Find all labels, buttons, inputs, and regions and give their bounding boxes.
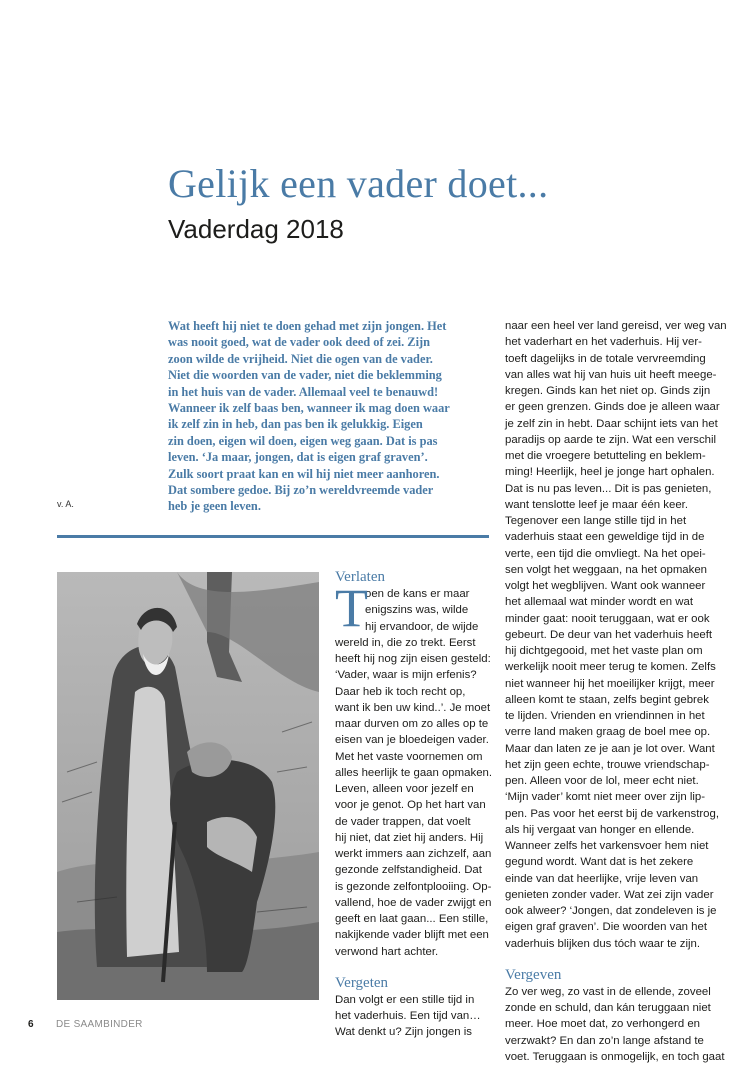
body-line: werkt immers aan zichzelf, aan: [335, 848, 492, 860]
body-line: de vader trappen, dat voelt: [335, 815, 471, 828]
intro-line: zoon wilde de vrijheid. Niet die ogen van de vader.: [168, 351, 433, 366]
body-line: verzwakt? En dan zo’n lange afstand te: [505, 1034, 704, 1047]
intro-line: Dat sombere gedoe. Bij zo’n wereldvreemde vader: [168, 483, 434, 498]
body-line: het vaderhuis. Een tijd van…: [335, 1010, 481, 1022]
heading-verlaten: Verlaten: [335, 569, 385, 585]
intro-paragraph: [168, 318, 490, 515]
body-line: nakijkende vader blijft met een: [335, 929, 489, 942]
article-subtitle: Vaderdag 2018: [168, 214, 344, 244]
body-line: er geen grenzen. Ginds doe je alleen waar: [505, 401, 720, 414]
intro-line: was nooit goed, wat de vader ook deed of zei. Zijn: [168, 335, 431, 350]
section-divider: [57, 535, 489, 538]
body-line: vaderhuis blijken dus tóch waar te zijn.: [505, 937, 701, 950]
body-line: want ik ben uw kind..’. Je moet: [335, 701, 491, 714]
body-line: voor je genot. Op het hart van: [335, 799, 486, 812]
body-line: het vaderhart en het vaderhuis. Hij ver-: [505, 336, 702, 349]
body-line: ‘Mijn vader’ komt niet meer over zijn lip-: [505, 791, 706, 804]
body-line: ‘Vader, waar is mijn erfenis?: [335, 669, 477, 682]
body-line: Met het vaste voornemen om: [335, 750, 483, 763]
body-line: naar een heel ver land gereisd, ver weg van: [505, 320, 727, 332]
body-line: Daar heb ik toch recht op,: [335, 685, 466, 698]
body-line: genieten zonder vader. Wat zei zijn vader: [505, 888, 714, 901]
body-line: Tegenover een lange stille tijd in het: [505, 515, 687, 527]
body-line: hij ervandoor, de wijde: [365, 620, 479, 633]
body-line: Wanneer zelfs het varkensvoer hem niet: [505, 840, 709, 852]
body-line: gebeurt. De deur van het vaderhuis heeft: [505, 628, 713, 641]
body-line: Wat denkt u? Zijn jongen is: [335, 1026, 472, 1039]
body-line: einde van dat heerlijke, vrije leven van: [505, 872, 699, 885]
spacer: [335, 960, 487, 974]
body-line: van alles wat hij van huis uit heeft meege-: [505, 368, 717, 381]
body-line: minder gaat: nooit teruggaan, wat er ook: [505, 612, 710, 625]
body-line: is gezonde zelfontplooiing. Op-: [335, 880, 492, 893]
body-line: zonde en schuld, dan kán teruggaan niet: [505, 1002, 711, 1014]
right-column: [505, 318, 727, 1065]
heading-vergeten: Vergeten: [335, 974, 389, 991]
body-line: enigszins was, wilde: [365, 604, 469, 617]
body-line: eisen van je bloedeigen vader.: [335, 734, 489, 747]
body-line: alleen komt te staan, zelfs begint gebrek: [505, 693, 709, 706]
body-line: wereld in, die zo trekt. Eerst: [335, 636, 476, 649]
intro-line: zin doen, eigen wil doen, eigen weg gaan. Dat is pas: [168, 433, 438, 448]
body-line: volgt het wegblijven. Want ook wanneer: [505, 580, 706, 592]
body-line: hij dichtgegooid, met het vaste plan om: [505, 645, 703, 657]
body-line: gezonde zelfstandigheid. Dat: [335, 864, 482, 877]
body-line: pen. Pas voor het eerst bij de varkenstrog,: [505, 807, 720, 820]
author-initials: v. A.: [57, 499, 74, 509]
body-line: niet wanneer hij het moeilijker krijgt, meer: [505, 677, 715, 690]
dropcap-paragraph: [335, 578, 487, 638]
body-line: want tenslotte leef je maar één keer.: [505, 498, 688, 511]
prodigal-son-illustration: [57, 572, 319, 1000]
body-line: met die vroegere betutteling en beklem-: [505, 450, 706, 462]
body-line: vallend, hoe de vader zwijgt en: [335, 896, 492, 909]
intro-line: in het huis van de vader. Allemaal veel te benauwd!: [168, 384, 439, 399]
body-line: alles heerlijk te gaan opmaken.: [335, 766, 493, 779]
body-line: verwond hart achter.: [335, 945, 439, 958]
body-line: verre land maken graag de boel mee op.: [505, 726, 711, 739]
heading-vergeven: Vergeven: [505, 966, 562, 983]
body-line: je zelf zin in hebt. Daar schijnt iets van het: [505, 417, 718, 430]
body-line: hij niet, dat ziet hij anders. Hij: [335, 831, 484, 844]
body-line: het allemaal wat minder wordt en wat: [505, 596, 694, 609]
body-line: maar durven om zo alles op te: [335, 718, 489, 730]
body-line: Maar dan laten ze je aan je lot over. Want: [505, 742, 715, 755]
spacer: [505, 952, 715, 966]
body-line: meer. Hoe moet dat, zo verhongerd en: [505, 1018, 701, 1031]
intro-line: leven. ‘Ja maar, jongen, dat is eigen graf graven’.: [168, 450, 428, 465]
intro-line: Wat heeft hij niet te doen gehad met zijn jongen. Het: [168, 319, 447, 333]
body-line: ming! Heerlijk, heel je jonge hart ophalen.: [505, 466, 715, 479]
body-line: Zo ver weg, zo vast in de ellende, zoveel: [505, 985, 711, 998]
body-line: Dan volgt er een stille tijd in: [335, 993, 475, 1006]
body-line: verte, een tijd die omvliegt. Na het opei-: [505, 547, 706, 560]
body-line: pen. Alleen voor de lol, meer echt niet.: [505, 775, 699, 787]
body-line: als hij vergaat van honger en ellende.: [505, 823, 695, 836]
body-line: geeft en laat gaan... Een stille,: [335, 913, 489, 925]
dropcap-letter: T: [335, 578, 368, 638]
body-line: eigen graf graven’. Die woorden van het: [505, 921, 707, 934]
middle-column: [335, 568, 493, 1041]
intro-line: ik zelf zin in heb, dan pas ben ik gelukkig. Eigen: [168, 417, 423, 432]
body-line: sen volgt het weggaan, na het opmaken: [505, 563, 708, 576]
body-line: paradijs op aarde te zijn. Wat een verschil: [505, 433, 717, 446]
body-line: ook alweer? ‘Jongen, dat zondeleven is je: [505, 905, 717, 917]
intro-line: Wanneer ik zelf baas ben, wanneer ik mag doen waar: [168, 401, 450, 416]
body-line: te lijden. Vrienden en vriendinnen in het: [505, 710, 705, 722]
body-line: oen de kans er maar: [365, 588, 470, 600]
body-line: kregen. Ginds kan het niet op. Ginds zijn: [505, 385, 711, 397]
magazine-name: DE SAAMBINDER: [56, 1019, 143, 1030]
body-line: voet. Teruggaan is onmogelijk, en toch gaat: [505, 1050, 725, 1063]
body-line: vaderhuis staat een geweldige tijd in de: [505, 531, 705, 544]
intro-line: Niet die woorden van de vader, niet die beklemming: [168, 368, 442, 383]
illustration-drawing: [57, 572, 319, 1000]
body-line: Leven, alleen voor jezelf en: [335, 783, 474, 795]
intro-line: Zulk soort praat kan en wil hij niet meer aanhoren.: [168, 466, 440, 481]
body-line: het zijn geen echte, trouwe vriendschap-: [505, 758, 710, 771]
article-title: Gelijk een vader doet...: [168, 161, 549, 206]
body-line: werkelijk nooit meer terug te komen. Zelfs: [505, 661, 716, 674]
page-number: 6: [28, 1019, 34, 1030]
intro-line: heb je geen leven.: [168, 499, 261, 514]
body-line: toeft dagelijks in de totale vervreemding: [505, 352, 706, 365]
body-line: heeft hij nog zijn eisen gesteld:: [335, 653, 491, 665]
body-line: gegund wordt. Want dat is het zekere: [505, 856, 694, 869]
body-line: Dat is nu pas leven... Dit is pas genieten,: [505, 482, 712, 495]
